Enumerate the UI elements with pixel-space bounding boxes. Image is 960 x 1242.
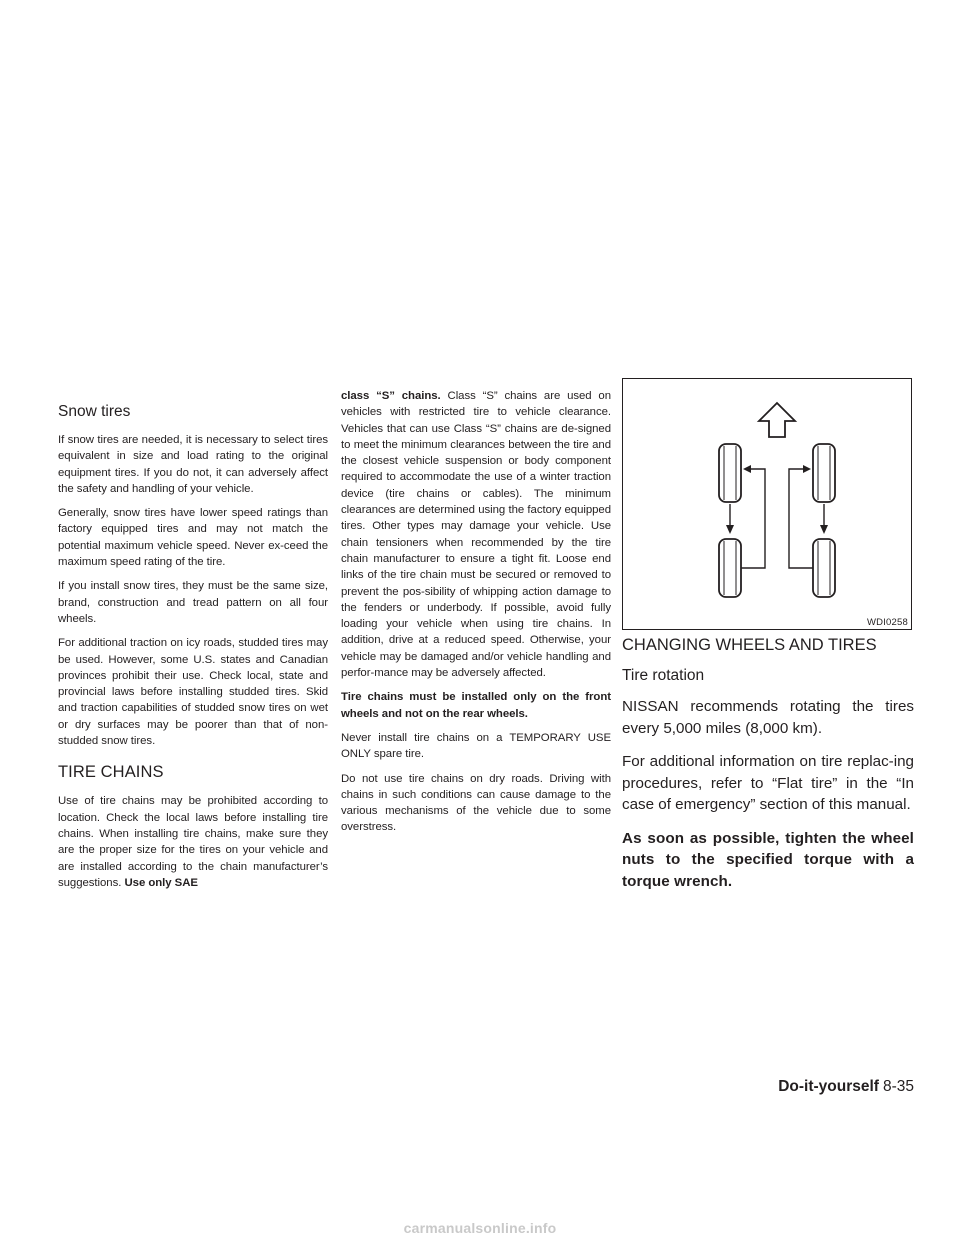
snow-tires-paragraph-3: If you install snow tires, they must be the same size, brand, construction and tread pattern on all four wheels. — [58, 580, 328, 625]
tire-front-right-icon — [813, 444, 835, 502]
column-left — [58, 402, 328, 899]
front-wheels-warning: Tire chains must be installed only on the front wheels and not on the rear wheels. — [341, 691, 611, 720]
class-s-chains-paragraph — [341, 388, 611, 681]
page-number: 8-35 — [882, 1078, 914, 1095]
tire-rear-right-icon — [813, 539, 835, 597]
front-arrow-icon — [759, 403, 795, 437]
tire-rotation-figure — [622, 378, 912, 630]
page-footer — [778, 1077, 914, 1097]
tire-rotation-diagram — [623, 379, 911, 629]
tire-rear-left-icon — [719, 539, 741, 597]
snow-tires-heading: Snow tires — [58, 403, 131, 420]
replacing-procedures-note: For additional information on tire replac-ing procedures, refer to “Flat tire” in the “In case of emergency” section of this manual. — [622, 753, 914, 813]
footer-section-name: Do-it-yourself — [778, 1078, 879, 1095]
class-s-text: Class “S” chains are used on vehicles with restricted tire to vehicle clearance. Vehicles that can use Class “S” chains are de-signed to meet the minimum clearances between the tire and the closest vehicle suspension or body component required to accommodate the use of a winter traction device (tire chains or cables). The minimum clearances are determined using the factory equipped tires. Other types may damage your vehicle. Use chain tensioners when recommended by the tire chain manufacturer to ensure a tight fit. Loose end links of the tire chain must be secured or removed to prevent the pos-sibility of whipping action damage to the fenders or underbody. If possible, avoid fully loading your vehicle when using tire chains. In addition, drive at a reduced speed. Otherwise, your vehicle may be damaged and/or vehicle handling and perfor-mance may be adversely affected. — [341, 390, 611, 680]
snow-tires-paragraph-4: For additional traction on icy roads, studded tires may be used. However, some U.S. states and Canadian provinces prohibit their use. Check local, state and provincial laws before installing studded tires. Skid and traction capabilities of studded snow tires on wet or dry surfaces may be poorer than that of non-studded snow tires. — [58, 637, 328, 748]
class-s-emphasis: class “S” chains. — [341, 390, 441, 402]
changing-wheels-heading: CHANGING WHEELS AND TIRES — [622, 636, 877, 654]
snow-tires-paragraph-1: If snow tires are needed, it is necessary to select tires equivalent in size and load rating to the original equipment tires. If you do not, it can adversely affect the safety and handling of your vehicle. — [58, 434, 328, 495]
tire-chains-paragraph-1 — [58, 793, 328, 891]
rotation-recommendation: NISSAN recommends rotating the tires every 5,000 miles (8,000 km). — [622, 698, 914, 737]
dry-roads-note: Do not use tire chains on dry roads. Driving with chains in such conditions can cause damage to the various mechanisms of the vehicle due to some overstress. — [341, 772, 611, 834]
column-right — [622, 634, 914, 904]
watermark: carmanualsonline.info — [403, 1220, 557, 1236]
tire-chains-intro: Use of tire chains may be prohibited according to location. Check the local laws before installing tire chains. When installing tire chains, make sure they are the proper size for the tires on your vehicle and are installed according to the chain manufacturer’s suggestions. — [58, 795, 328, 889]
temporary-spare-note: Never install tire chains on a TEMPORARY USE ONLY spare tire. — [341, 731, 611, 761]
column-middle — [341, 388, 611, 844]
tire-rotation-heading: Tire rotation — [622, 667, 705, 684]
tire-chains-heading: TIRE CHAINS — [58, 763, 164, 782]
snow-tires-paragraph-2: Generally, snow tires have lower speed ratings than factory equipped tires and may not match the potential maximum vehicle speed. Never ex-ceed the maximum speed rating of the tire. — [58, 507, 328, 569]
figure-code: WDI0258 — [866, 617, 908, 628]
tire-front-left-icon — [719, 444, 741, 502]
torque-warning: As soon as possible, tighten the wheel nuts to the specified torque with a torque wrench. — [622, 829, 914, 890]
sae-emphasis: Use only SAE — [124, 876, 198, 889]
